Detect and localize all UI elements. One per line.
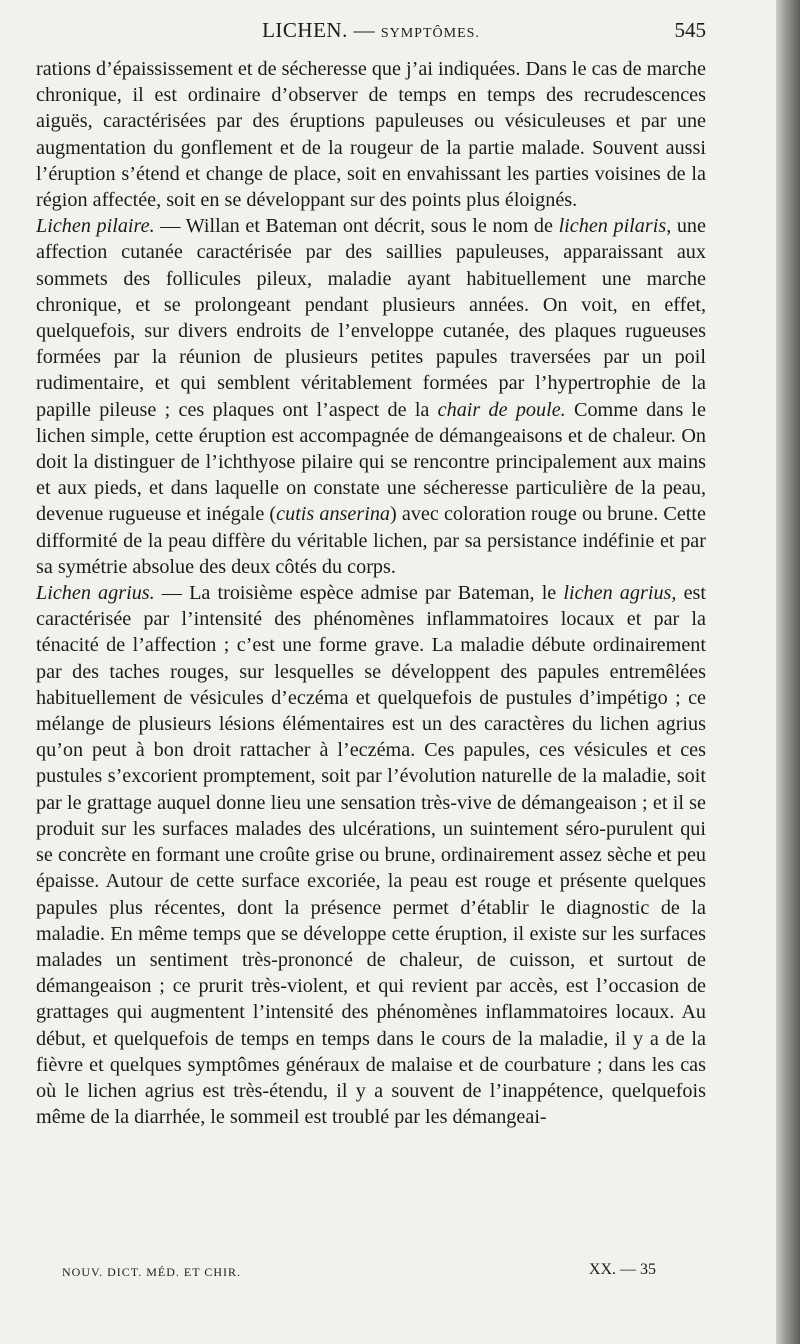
text-run: — La troisième espèce admise par Bateman, le [154,582,564,605]
page-header [36,16,706,50]
italic-text: Lichen pilaire. [36,215,155,238]
footer-volume-signature: XX. — 35 [588,1261,656,1278]
text-run: rations d’épaississement et de sécheresse que j’ai indiquées. Dans le cas de marche chronique, il est ordinaire d’observer de temps en temps des recrudescences aiguës, caractérisées par des éruptions papuleuses ou vésiculeuses et par une augmentation du gonflement et de la rougeur de la partie malade. Souvent aussi l’éruption s’étend et change de place, soit en envahissant les parties voisines de la région affectée, soit en se développant sur des points plus éloignés. [36,58,706,212]
body-text [36,56,706,1130]
italic-text: lichen pilaris, [558,215,672,238]
paragraph [36,56,706,213]
text-run: est caractérisée par l’intensité des phénomènes inflammatoires locaux et par la ténacité de l’affection ; c’est une forme grave. La maladie débute ordinairement par des taches rouges, sur lesquelles se développent des papules entremêlées habituellement de vésicules d’eczéma et quelquefois de pustules d’impétigo ; ce mélange de plusieurs lésions élémentaires est un des caractères du lichen agrius qu’on peut à bon droit rattacher à l’eczéma. Ces papules, ces vésicules et ces pustules s’excorient promptement, soit par l’évolution naturelle de la maladie, soit par le grattage auquel donne lieu une sensation très-vive de démangeaison ; et il se produit sur les surfaces malades des ulcérations, un suintement séro-purulent qui se concrète en formant une croûte grise ou brune, ordinairement assez sèche et peu épaisse. Autour de cette surface excoriée, la peau est rouge et présente quelques papules plus récentes, dont la présence permet d’établir le diagnostic de la maladie. En même temps que se développe cette éruption, il existe sur les surfaces malades un sentiment très-prononcé de chaleur, de cuisson, et surtout de démangeaison ; ce prurit très-violent, et qui revient par accès, est l’occasion de grattages qui augmentent l’intensité des phénomènes inflammatoires locaux. Au début, et quelquefois de temps en temps dans le cours de la maladie, il y a de la fièvre et quelques symptômes généraux de malaise et de courbature ; dans les cas où le lichen agrius est très-étendu, il y a souvent de l’inappétence, quelquefois même de la diarrhée, le sommeil est troublé par les démangeai- [36,582,706,1129]
running-head-title: LICHEN. [262,18,348,42]
footer-publication: NOUV. DICT. MÉD. ET CHIR. [62,1265,242,1279]
page-footer [36,1261,656,1285]
paragraph [36,213,706,580]
page-number: 545 [674,18,706,42]
text-run: une affection cutanée caractérisée par des saillies papuleuses, apparaissant aux sommets des follicules pileux, maladie ayant habituellement une marche chronique, et se prolongeant pendant plusieurs années. On voit, en effet, quelquefois, sur divers endroits de l’enveloppe cutanée, des plaques rugueuses formées par la réunion de plusieurs petites papules traversées par un poil rudimentaire, et qui semblent véritablement formées par l’hypertrophie de la papille pileuse ; ces plaques ont l’aspect de la [36,215,706,421]
text-run: ) avec coloration rouge ou brune. Cette difformité de la peau diffère du véritable lichen, par sa persistance indéfinie et par sa symétrie absolue des deux côtés du corps. [36,503,706,578]
text-run: Comme dans le lichen simple, cette éruption est accompagnée de démangeaisons et de chaleur. On doit la distinguer de l’ichthyose pilaire qui se rencontre principalement aux mains et aux pieds, et dans laquelle on constate une sécheresse particulière de la peau, devenue rugueuse et inégale ( [36,398,706,526]
paragraph [36,580,706,1130]
italic-text: chair de poule. [437,398,566,421]
page-edge [776,0,800,1344]
running-head [36,18,706,43]
text-run: — Willan et Bateman ont décrit, sous le nom de [154,215,559,238]
italic-text: lichen agrius, [563,582,677,605]
italic-text: Lichen agrius. [36,582,155,605]
italic-text: cutis anserina [276,503,391,526]
running-head-dash: — [353,18,376,42]
running-head-subtitle: SYMPTÔMES. [380,26,480,41]
